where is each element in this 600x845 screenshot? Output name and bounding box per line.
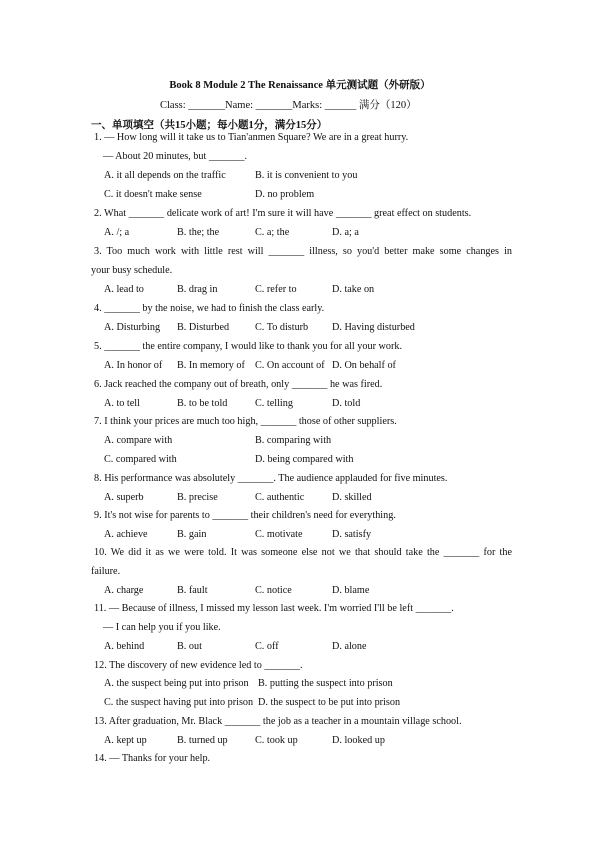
question-11-reply: — I can help you if you like.	[103, 622, 221, 633]
question-13-option-a: A. kept up	[104, 735, 147, 746]
question-1-reply: — About 20 minutes, but _______.	[103, 151, 248, 162]
student-info-line: Class: _______Name: _______Marks: ______ 满分（120）	[160, 100, 417, 111]
question-12-option-b: B. putting the suspect into prison	[258, 678, 393, 689]
question-13-option-c: C. took up	[255, 735, 298, 746]
question-6-option-d: D. told	[332, 398, 361, 409]
question-11-option-b: B. out	[177, 641, 202, 652]
question-10-option-a: A. charge	[104, 585, 144, 596]
question-1-option-a: A. it all depends on the traffic	[104, 170, 226, 181]
question-4-option-d: D. Having disturbed	[332, 322, 415, 333]
question-6-option-b: B. to be told	[177, 398, 228, 409]
question-5-option-a: A. In honor of	[104, 360, 163, 371]
document-title: Book 8 Module 2 The Renaissance 单元测试题（外研版）	[169, 80, 431, 91]
question-3-option-a: A. lead to	[104, 284, 144, 295]
question-2-option-b: B. the; the	[177, 227, 220, 238]
question-4-option-a: A. Disturbing	[104, 322, 161, 333]
question-11-text: 11. — Because of illness, I missed my lesson last week. I'm worried I'll be left _______.	[94, 603, 454, 614]
section-heading: 一、单项填空（共15小题；每小题1分，满分15分）	[91, 120, 328, 131]
question-8-option-c: C. authentic	[255, 492, 305, 503]
question-3-option-b: B. drag in	[177, 284, 218, 295]
question-5-text: 5. _______ the entire company, I would like to thank you for all your work.	[94, 341, 403, 352]
question-14-text: 14. — Thanks for your help.	[94, 753, 211, 764]
question-1-option-c: C. it doesn't make sense	[104, 189, 202, 200]
question-1-option-b: B. it is convenient to you	[255, 170, 358, 181]
question-12-option-d: D. the suspect to be put into prison	[258, 697, 401, 708]
question-10-text-continued: failure.	[91, 566, 121, 577]
question-3-option-c: C. refer to	[255, 284, 297, 295]
question-13-option-b: B. turned up	[177, 735, 228, 746]
question-6-text: 6. Jack reached the company out of breath, only _______ he was fired.	[94, 379, 383, 390]
question-11-option-a: A. behind	[104, 641, 145, 652]
question-9-text: 9. It's not wise for parents to _______ their children's need for everything.	[94, 510, 396, 521]
question-12-option-c: C. the suspect having put into prison	[104, 697, 254, 708]
question-12-option-a: A. the suspect being put into prison	[104, 678, 249, 689]
question-6-option-c: C. telling	[255, 398, 293, 409]
question-7-text: 7. I think your prices are much too high, _______ those of other suppliers.	[94, 416, 397, 427]
question-6-option-a: A. to tell	[104, 398, 140, 409]
question-2-option-d: D. a; a	[332, 227, 359, 238]
question-9-option-b: B. gain	[177, 529, 207, 540]
question-10-option-d: D. blame	[332, 585, 370, 596]
question-7-option-b: B. comparing with	[255, 435, 332, 446]
question-1-option-d: D. no problem	[255, 189, 315, 200]
question-2-option-a: A. /; a	[104, 227, 130, 238]
question-3-text: 3. Too much work with little rest will _______ illness, so you'd better make some changes in	[94, 246, 512, 257]
question-3-option-d: D. take on	[332, 284, 375, 295]
question-7-option-a: A. compare with	[104, 435, 173, 446]
question-11-option-d: D. alone	[332, 641, 367, 652]
question-8-option-d: D. skilled	[332, 492, 372, 503]
question-9-option-c: C. motivate	[255, 529, 303, 540]
question-10-option-b: B. fault	[177, 585, 208, 596]
question-9-option-d: D. satisfy	[332, 529, 372, 540]
question-10-option-c: C. notice	[255, 585, 292, 596]
question-3-text-continued: your busy schedule.	[91, 265, 173, 276]
question-9-option-a: A. achieve	[104, 529, 148, 540]
question-8-option-a: A. superb	[104, 492, 144, 503]
question-2-option-c: C. a; the	[255, 227, 290, 238]
question-11-option-c: C. off	[255, 641, 279, 652]
question-4-text: 4. _______ by the noise, we had to finish the class early.	[94, 303, 325, 314]
question-10-text: 10. We did it as we were told. It was someone else not we that should take the _______ for the	[94, 547, 512, 558]
question-7-option-d: D. being compared with	[255, 454, 354, 465]
question-8-option-b: B. precise	[177, 492, 218, 503]
question-13-text: 13. After graduation, Mr. Black _______ the job as a teacher in a mountain village school.	[94, 716, 462, 727]
question-1-text: 1. — How long will it take us to Tian'anmen Square? We are in a great hurry.	[94, 132, 409, 143]
question-8-text: 8. His performance was absolutely _______. The audience applauded for five minutes.	[94, 473, 448, 484]
question-12-text: 12. The discovery of new evidence led to _______.	[94, 660, 303, 671]
question-5-option-b: B. In memory of	[177, 360, 245, 371]
question-7-option-c: C. compared with	[104, 454, 177, 465]
question-13-option-d: D. looked up	[332, 735, 385, 746]
question-5-option-c: C. On account of	[255, 360, 325, 371]
question-2-text: 2. What _______ delicate work of art! I'm sure it will have _______ great effect on students.	[94, 208, 472, 219]
question-4-option-c: C. To disturb	[255, 322, 309, 333]
question-5-option-d: D. On behalf of	[332, 360, 396, 371]
question-4-option-b: B. Disturbed	[177, 322, 230, 333]
